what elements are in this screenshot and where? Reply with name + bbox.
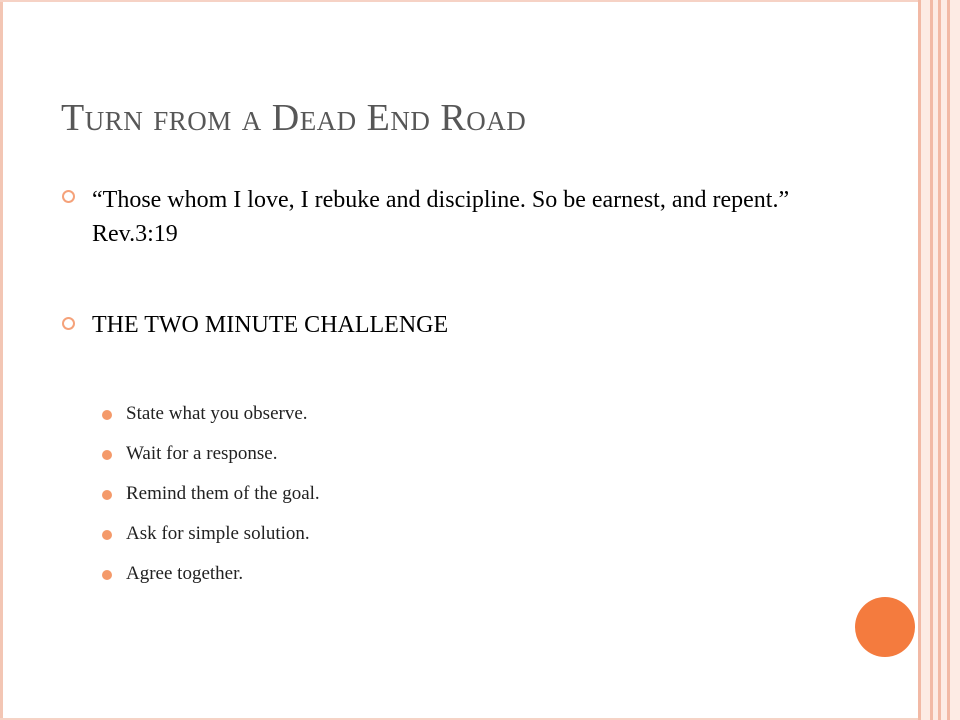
left-border-line <box>0 0 3 720</box>
list-item-text: Wait for a response. <box>126 443 278 464</box>
decorative-circle <box>855 597 915 657</box>
bullet-quote: “Those whom I love, I rebuke and discipline. So be earnest, and repent.” Rev.3:19 <box>92 187 790 247</box>
list-item-text: Ask for simple solution. <box>126 523 310 544</box>
list-item-text: Agree together. <box>126 563 244 584</box>
bullet-heading: THE TWO MINUTE CHALLENGE <box>92 312 449 338</box>
sub-bullet-list <box>102 398 320 598</box>
slide-title: Turn from a Dead End Road <box>61 97 527 139</box>
list-item-text: State what you observe. <box>126 403 308 424</box>
dot-bullet-icon <box>102 410 112 420</box>
list-item <box>102 478 320 518</box>
dot-bullet-icon <box>102 570 112 580</box>
dot-bullet-icon <box>102 450 112 460</box>
list-item <box>102 518 320 558</box>
list-item-text: Remind them of the goal. <box>126 483 320 504</box>
dot-bullet-icon <box>102 490 112 500</box>
ring-bullet-icon <box>62 317 75 330</box>
decorative-stripe <box>921 0 930 720</box>
dot-bullet-icon <box>102 530 112 540</box>
top-border-line <box>0 0 918 2</box>
list-item <box>102 398 320 438</box>
list-item <box>102 438 320 478</box>
decorative-stripe <box>950 0 960 720</box>
list-item <box>102 558 320 598</box>
ring-bullet-icon <box>62 190 75 203</box>
